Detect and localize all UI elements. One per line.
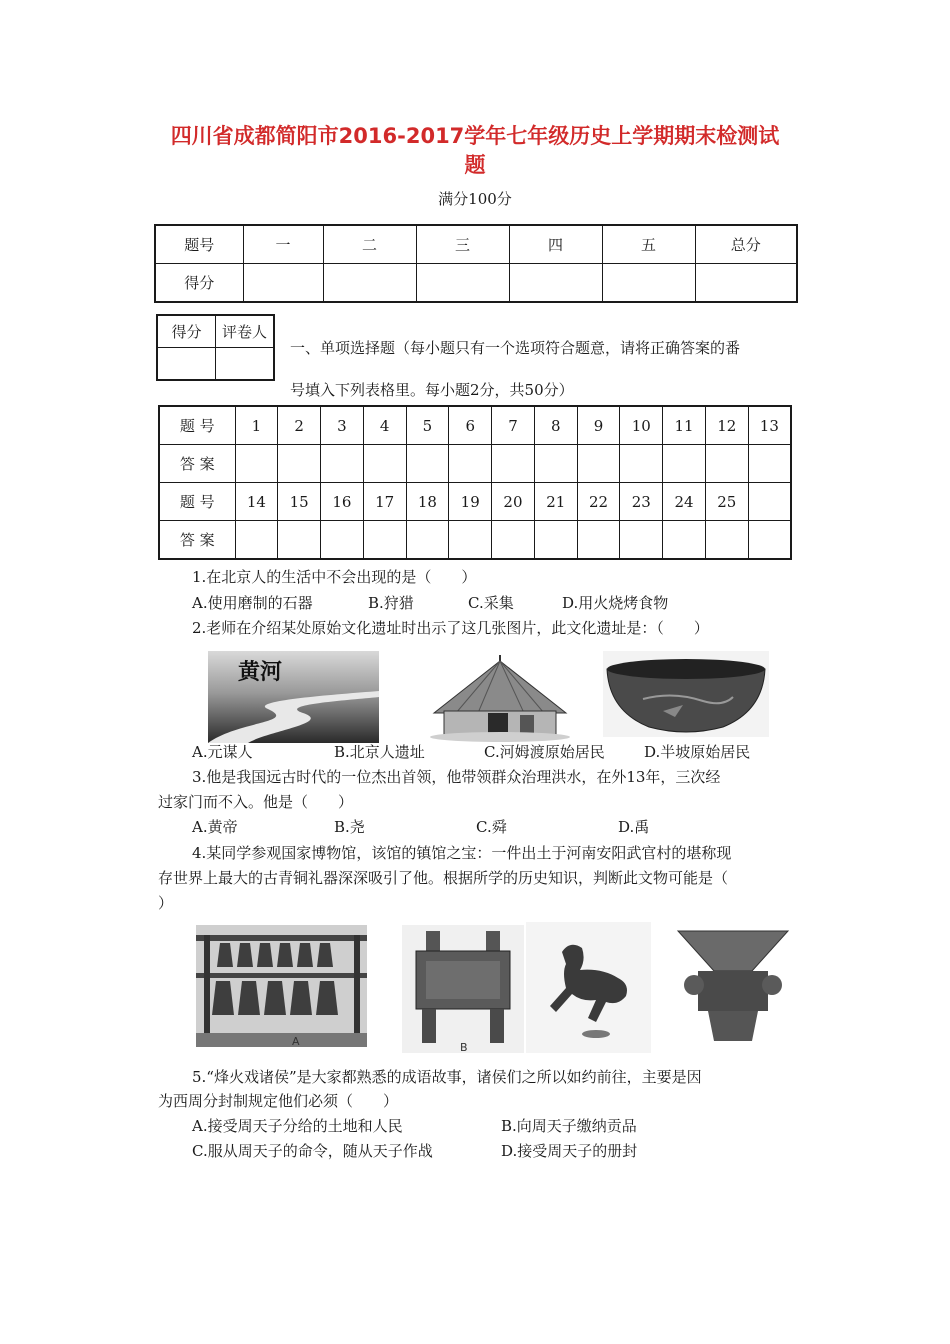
document-title — [150, 122, 800, 180]
section-1-instructions — [290, 327, 800, 411]
question-number: 2 — [278, 406, 321, 445]
answer-cell[interactable] — [577, 445, 620, 483]
q2-option-d[interactable]: D.半坡原始居民 — [644, 743, 751, 761]
q3-line-2: 过家门而不入。他是（ ） — [158, 793, 354, 811]
q4-image-a-label: A — [292, 1035, 300, 1047]
q5-line-1: 5.“烽火戏诸侯”是大家都熟悉的成语故事，诸侯们之所以如约前往，主要是因 — [192, 1068, 702, 1086]
score-cell[interactable] — [416, 264, 509, 303]
yellow-river-image — [208, 651, 379, 743]
question-number: 24 — [663, 483, 706, 521]
painted-pottery-bowl-image — [603, 651, 769, 737]
answer-cell[interactable] — [321, 445, 364, 483]
score-header-cell: 总分 — [695, 225, 797, 264]
title-line-1: 四川省成都简阳市2016-2017学年七年级历史上学期期末检测试 — [170, 124, 780, 148]
section-1-line-2: 号填入下列表格里。每小题2分，共50分） — [290, 381, 574, 399]
title-line-2: 题 — [464, 153, 486, 177]
question-number: 22 — [577, 483, 620, 521]
q5-option-b[interactable]: B.向周天子缴纳贡品 — [501, 1117, 637, 1135]
answer-question-row-1 — [159, 406, 791, 445]
banpo-house-image — [424, 653, 576, 743]
q5-option-d[interactable]: D.接受周天子的册封 — [501, 1142, 638, 1160]
q1-option-d[interactable]: D.用火烧烤食物 — [562, 594, 669, 612]
score-header-cell: 三 — [416, 225, 509, 264]
question-number: 18 — [406, 483, 449, 521]
answer-label: 答 案 — [159, 445, 235, 483]
q2-option-a[interactable]: A.元谋人 — [192, 743, 253, 761]
question-number: 3 — [321, 406, 364, 445]
question-number: 16 — [321, 483, 364, 521]
grader-score-cell[interactable] — [157, 348, 216, 381]
q1-option-a[interactable]: A.使用磨制的石器 — [192, 594, 313, 612]
answer-cell[interactable] — [321, 521, 364, 560]
grader-score-label: 得分 — [157, 315, 216, 348]
question-number: 4 — [363, 406, 406, 445]
answer-table — [158, 405, 792, 560]
question-number: 25 — [705, 483, 748, 521]
q2-option-b[interactable]: B.北京人遗址 — [334, 743, 425, 761]
grader-name-cell[interactable] — [216, 348, 275, 381]
score-row-label: 得分 — [155, 264, 243, 303]
q1-stem: 1.在北京人的生活中不会出现的是（ ） — [192, 568, 477, 586]
yellow-river-caption: 黄河 — [238, 659, 283, 685]
answer-cell[interactable] — [363, 445, 406, 483]
four-ram-zun-image — [668, 925, 798, 1053]
question-number: 15 — [278, 483, 321, 521]
answer-cell[interactable] — [663, 445, 706, 483]
question-number: 23 — [620, 483, 663, 521]
question-number: 20 — [492, 483, 535, 521]
answer-cell[interactable] — [492, 521, 535, 560]
answer-cell[interactable] — [534, 521, 577, 560]
question-number: 17 — [363, 483, 406, 521]
q3-option-a[interactable]: A.黄帝 — [192, 818, 238, 836]
answer-cell[interactable] — [748, 445, 791, 483]
question-number: 5 — [406, 406, 449, 445]
answer-cell[interactable] — [278, 445, 321, 483]
answer-cell[interactable] — [235, 521, 278, 560]
score-value-row — [155, 264, 797, 303]
score-cell[interactable] — [243, 264, 323, 303]
question-number: 11 — [663, 406, 706, 445]
question-number: 7 — [492, 406, 535, 445]
q2-stem: 2.老师在介绍某处原始文化遗址时出示了这几张图片，此文化遗址是：（ ） — [192, 619, 709, 637]
full-mark: 满分100分 — [438, 190, 512, 208]
bronze-bells-image — [196, 925, 367, 1047]
answer-cell[interactable] — [534, 445, 577, 483]
q5-option-c[interactable]: C.服从周天子的命令，随从天子作战 — [192, 1142, 433, 1160]
question-number: 8 — [534, 406, 577, 445]
score-header-row — [155, 225, 797, 264]
score-header-cell: 五 — [602, 225, 695, 264]
answer-cell[interactable] — [705, 445, 748, 483]
question-number — [748, 483, 791, 521]
answer-cell[interactable] — [278, 521, 321, 560]
score-cell[interactable] — [323, 264, 416, 303]
answer-cell[interactable] — [577, 521, 620, 560]
grader-table — [156, 314, 275, 381]
question-number-label: 题 号 — [159, 406, 235, 445]
answer-cell[interactable] — [492, 445, 535, 483]
q4-line-3: ） — [158, 894, 174, 912]
answer-cell[interactable] — [449, 521, 492, 560]
answer-cell[interactable] — [406, 521, 449, 560]
q1-option-c[interactable]: C.采集 — [468, 594, 514, 612]
simuwu-ding-image — [402, 925, 524, 1053]
answer-row-1 — [159, 445, 791, 483]
q5-line-2: 为西周分封制规定他们必须（ ） — [158, 1092, 399, 1110]
q5-option-a[interactable]: A.接受周天子分给的土地和人民 — [192, 1117, 403, 1135]
question-number: 10 — [620, 406, 663, 445]
score-header-cell: 题号 — [155, 225, 243, 264]
score-header-cell: 一 — [243, 225, 323, 264]
answer-row-2 — [159, 521, 791, 560]
score-header-cell: 二 — [323, 225, 416, 264]
q4-image-b-label: B — [460, 1041, 468, 1053]
question-number: 19 — [449, 483, 492, 521]
q2-option-c[interactable]: C.河姆渡原始居民 — [484, 743, 605, 761]
question-number-label: 题 号 — [159, 483, 235, 521]
q4-line-2: 存世界上最大的古青铜礼器深深吸引了他。根据所学的历史知识，判断此文物可能是（ — [158, 869, 729, 887]
answer-cell[interactable] — [620, 521, 663, 560]
section-1-line-1: 一、单项选择题（每小题只有一个选项符合题意，请将正确答案的番 — [290, 339, 741, 357]
q4-line-1: 4.某同学参观国家博物馆，该馆的镇馆之宝：一件出土于河南安阳武官村的堪称现 — [192, 844, 732, 862]
question-number: 14 — [235, 483, 278, 521]
score-cell[interactable] — [602, 264, 695, 303]
q3-option-c[interactable]: C.舜 — [476, 818, 507, 836]
answer-cell[interactable] — [235, 445, 278, 483]
answer-cell[interactable] — [620, 445, 663, 483]
question-number: 1 — [235, 406, 278, 445]
answer-cell[interactable] — [705, 521, 748, 560]
q1-option-b[interactable]: B.狩猎 — [368, 594, 414, 612]
q3-option-b[interactable]: B.尧 — [334, 818, 365, 836]
answer-label: 答 案 — [159, 521, 235, 560]
question-number: 6 — [449, 406, 492, 445]
question-number: 12 — [705, 406, 748, 445]
answer-cell[interactable] — [748, 521, 791, 560]
score-table — [154, 224, 798, 303]
score-cell[interactable] — [509, 264, 602, 303]
question-number: 21 — [534, 483, 577, 521]
score-header-cell: 四 — [509, 225, 602, 264]
q3-line-1: 3.他是我国远古时代的一位杰出首领，他带领群众治理洪水，在外13年，三次经 — [192, 768, 721, 786]
grader-name-label: 评卷人 — [216, 315, 275, 348]
question-number: 13 — [748, 406, 791, 445]
q3-option-d[interactable]: D.禹 — [618, 818, 650, 836]
galloping-horse-image — [526, 922, 651, 1053]
answer-cell[interactable] — [406, 445, 449, 483]
answer-cell[interactable] — [449, 445, 492, 483]
score-cell[interactable] — [695, 264, 797, 303]
answer-cell[interactable] — [663, 521, 706, 560]
question-number: 9 — [577, 406, 620, 445]
answer-cell[interactable] — [363, 521, 406, 560]
answer-question-row-2 — [159, 483, 791, 521]
